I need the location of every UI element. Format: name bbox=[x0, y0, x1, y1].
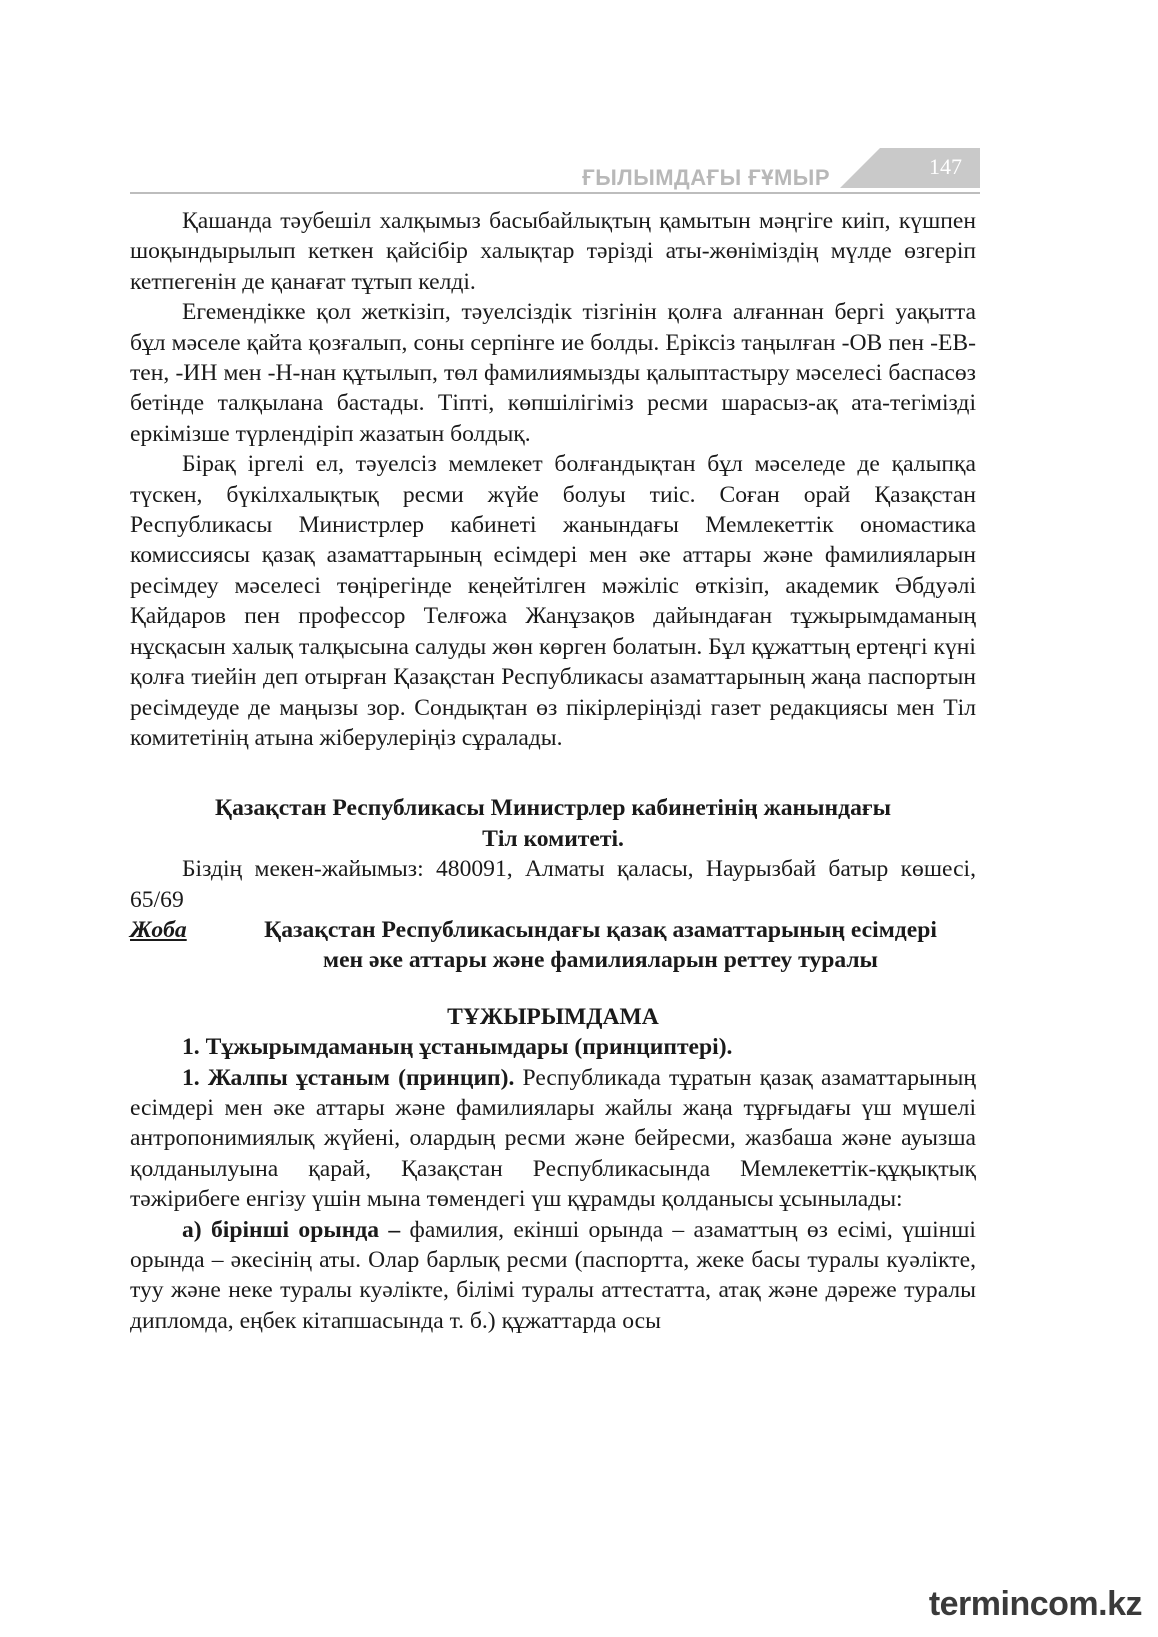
spacer bbox=[130, 976, 976, 1002]
draft-heading bbox=[130, 915, 976, 976]
committee-subtitle: Тіл комитеті. bbox=[482, 825, 624, 852]
item-a-text: фамилия, екінші орында – азаматтың өз есімі, үшінші орында – әкесінің аты. Олар барлық ресми (паспортта, жеке басы туралы куәлікте, туу және неке туралы куәлікте, білімі туралы аттестатта, атақ және дәреже туралы дипломда, еңбек кітапшасында т. б.) құжаттарда осы bbox=[130, 1216, 976, 1334]
page-body bbox=[130, 206, 976, 1336]
draft-title-line: Қазақстан Республикасындағы қазақ азаматтарының есімдері bbox=[264, 916, 937, 943]
section-title: ҒЫЛЫМДАҒЫ ҒҰМЫР bbox=[582, 165, 830, 190]
address: Біздің мекен-жайымыз: 480091, Алматы қаласы, Наурызбай батыр көшесі, 65/69 bbox=[130, 856, 976, 913]
site-watermark: termincom.kz bbox=[928, 1585, 1142, 1623]
draft-label: Жоба bbox=[130, 916, 187, 943]
paragraph: Қашанда тәубешіл халқымыз басыбайлықтың қамытын мәңгіге киіп, күшпен шоқындырылып кеткен қайсібір халықтар тәрізді аты-жөніміздің мүлде өзгеріп кетпегенін де қанағат тұтып келді. bbox=[130, 208, 976, 295]
committee-title: Қазақстан Республикасы Министрлер кабинетінің жанындағы bbox=[214, 795, 892, 822]
concept-heading: ТҰЖЫРЫМДАМА bbox=[447, 1003, 659, 1030]
principle-label: 1. Жалпы ұстаным (принцип). bbox=[182, 1064, 515, 1091]
paragraph bbox=[130, 1063, 976, 1215]
paragraph: Бірақ іргелі ел, тәуелсіз мемлекет болғандықтан бұл мәселеде де қалыпқа түскен, бүкілхалықтық ресми жүйе болуы тиіс. Соған орай Қазақстан Республикасы Министрлер кабинеті жанындағы Мемлекеттік ономастика комиссиясы қазақ азаматтарының есімдері мен әке аттары және фамилияларын ресімдеу мәселесі төңірегінде кеңейтілген мәжіліс өткізіп, академик Әбдуәлі Қайдаров пен профессор Телғожа Жанұзақов дайындаған тұжырымдаманың нұсқасын халық талқысына салуды жөн көрген болатын. Бұл құжаттың ертеңгі күні қолға тиейін деп отырған Қазақстан Республикасы азаматтарының жаңа паспортын ресімдеуде де маңызы зор. Сондықтан өз пікірлеріңізді газет редакциясы мен Тіл комитетінің атына жіберулеріңіз сұралады. bbox=[130, 451, 976, 751]
header-rule bbox=[130, 192, 980, 194]
item-a-label: а) бірінші орында – bbox=[182, 1216, 401, 1243]
principle-text: Республикада тұратын қазақ азаматтарының есімдері мен әке аттары және фамилиялары жайлы жаңа тұрғыдағы үш мүшелі антропонимиялық жүйені, олардың ресми және бейресми, жазбаша және ауызша қолданылуына қарай, Қазақстан Республикасында Мемлекеттік-құқықтық тәжірибеге енгізу үшін мына төмендегі үш құрамды қолданысы ұсынылады: bbox=[130, 1064, 977, 1213]
paragraph bbox=[130, 1215, 976, 1337]
draft-title bbox=[225, 915, 976, 976]
section-heading: 1. Тұжырымдаманың ұстанымдары (принциптері). bbox=[182, 1034, 733, 1061]
page-number: 147 bbox=[929, 154, 962, 179]
paragraph: Егемендікке қол жеткізіп, тәуелсіздік тізгінін қолға алғаннан бергі уақытта бұл мәселе қайта қозғалып, соны серпінге ие болды. Еріксіз таңылған -ОВ пен -ЕВ-тен, -ИН мен -Н-нан құтылып, төл фамилиямызды қалыптастыру мәселесі баспасөз бетінде талқылана бастады. Тіпті, көпшілігіміз ресми шарасыз-ақ ата-тегімізді еркімізше түрлендіріп жазатын болдық. bbox=[130, 299, 976, 447]
spacer bbox=[130, 753, 976, 793]
draft-title-line: мен әке аттары және фамилияларын реттеу туралы bbox=[323, 947, 878, 974]
running-header bbox=[130, 148, 980, 196]
